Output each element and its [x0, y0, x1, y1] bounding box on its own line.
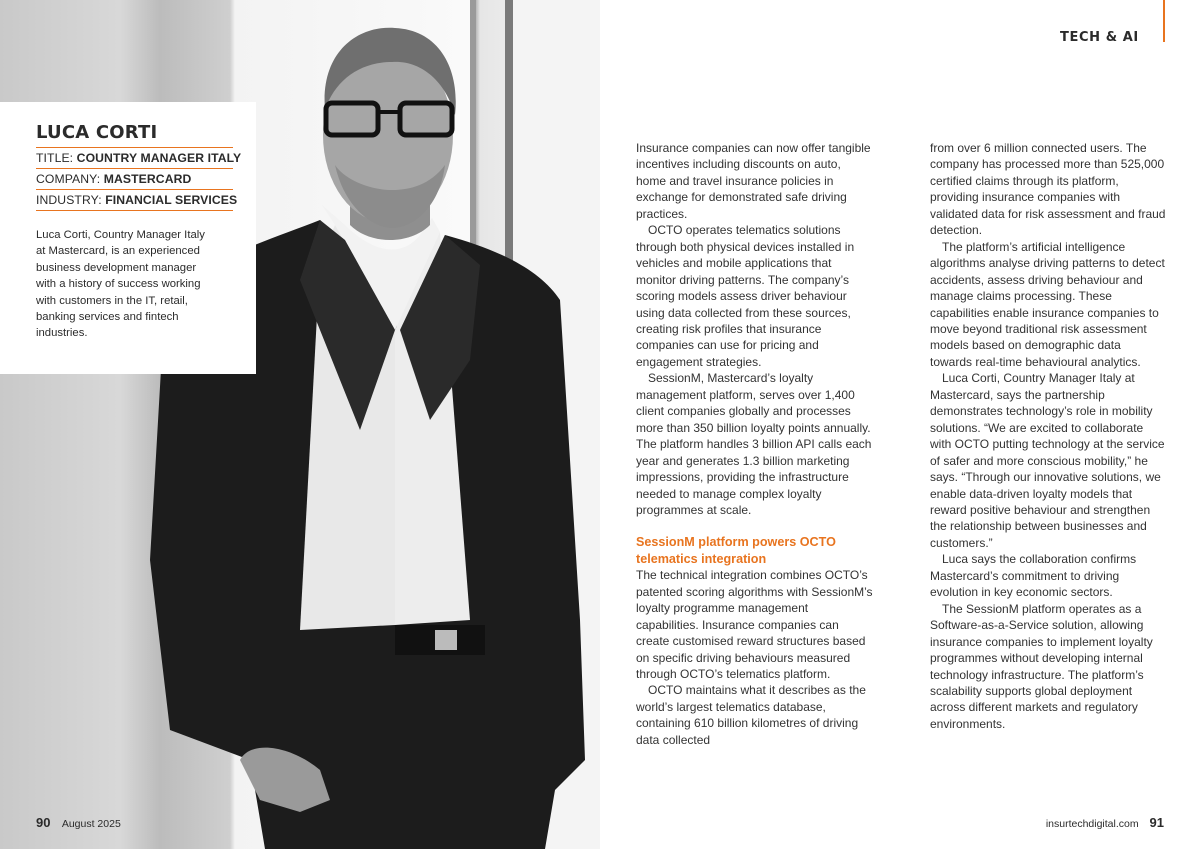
paragraph: The platform’s artificial intelligence algorithms analyse driving patterns to detect accidents, assess driving behaviour and manage claims processing. These capabilities enable insurance companies to move beyond traditional risk assessment models based on demographic data towards real-time behavioural analytics. — [930, 239, 1165, 369]
footer-left — [36, 815, 121, 830]
article-column-1 — [636, 140, 874, 748]
profile-bio: Luca Corti, Country Manager Italy at Mastercard, is an experienced business development manager with a history of success working with customers in the IT, retail, banking services and fintech industries. — [36, 229, 205, 340]
right-page-number: 91 — [1149, 815, 1164, 830]
profile-company-row — [36, 169, 233, 190]
section-tag-rule — [1163, 0, 1165, 42]
profile-title-row — [36, 148, 242, 169]
profile-name: LUCA CORTI — [36, 122, 233, 148]
profile-industry-row — [36, 190, 238, 211]
profile-company-label: COMPANY: — [36, 172, 101, 186]
paragraph: Luca Corti, Country Manager Italy at Mastercard, says the partnership demonstrates technology’s role in mobility solutions. “We are excited to collaborate with OCTO putting technology at the service of safer and more conscious mobility,” he says. “Through our innovative solutions, we enable data-driven loyalty models that reward positive behaviour and strengthen the relationship between businesses and customers.” — [930, 371, 1165, 550]
section-tag: TECH & AI — [1060, 30, 1139, 45]
profile-industry-value: FINANCIAL SERVICES — [105, 193, 238, 207]
issue-date: August 2025 — [61, 818, 121, 830]
footer-right — [1046, 815, 1164, 830]
paragraph: SessionM, Mastercard’s loyalty management platform, serves over 1,400 client companies globally and processes more than 350 billion loyalty points annually. The platform handles 3 billion API calls each year and generates 1.3 billion marketing impressions, providing the infrastructure needed to manage complex loyalty programmes at scale. — [636, 371, 872, 517]
subheading: SessionM platform powers OCTO telematics integration — [636, 535, 836, 566]
article-column-2 — [930, 140, 1166, 732]
profile-title-value: COUNTRY MANAGER ITALY — [76, 151, 242, 165]
paragraph: OCTO operates telematics solutions through both physical devices installed in vehicles and mobile applications that monitor driving patterns. The company’s scoring models assess driver behaviour using data collected from these sources, creating risk profiles that insurance companies can use for pricing and engagement strategies. — [636, 223, 855, 369]
paragraph: OCTO maintains what it describes as the world’s largest telematics database, containing 610 billion kilometres of driving data collected — [636, 683, 866, 747]
paragraph: The SessionM platform operates as a Software-as-a-Service solution, allowing insurance companies to implement loyalty programmes without developing internal technology infrastructure. The platform’s scalability supports global deployment across different markets and regulatory environments. — [930, 601, 1153, 731]
site-url: insurtechdigital.com — [1045, 818, 1139, 830]
profile-company-value: MASTERCARD — [103, 172, 192, 186]
paragraph: The technical integration combines OCTO’s patented scoring algorithms with SessionM’s loyalty programme management capabilities. Insurance companies can create customised reward structures based on specific driving behaviours measured through OCTO’s telematics platform. — [636, 568, 873, 681]
paragraph: from over 6 million connected users. The company has processed more than 525,000 certified claims through its platform, providing insurance companies with validated data for risk assessment and fraud detection. — [930, 141, 1166, 238]
paragraph: Insurance companies can now offer tangible incentives including discounts on auto, home and travel insurance policies in exchange for demonstrated safe driving practices. — [636, 141, 871, 221]
profile-title-label: TITLE: — [36, 151, 74, 165]
left-page-number: 90 — [36, 815, 51, 830]
profile-industry-label: INDUSTRY: — [36, 193, 102, 207]
paragraph: Luca says the collaboration confirms Mastercard’s commitment to driving evolution in key economic sectors. — [930, 552, 1137, 600]
profile-card — [0, 102, 256, 374]
